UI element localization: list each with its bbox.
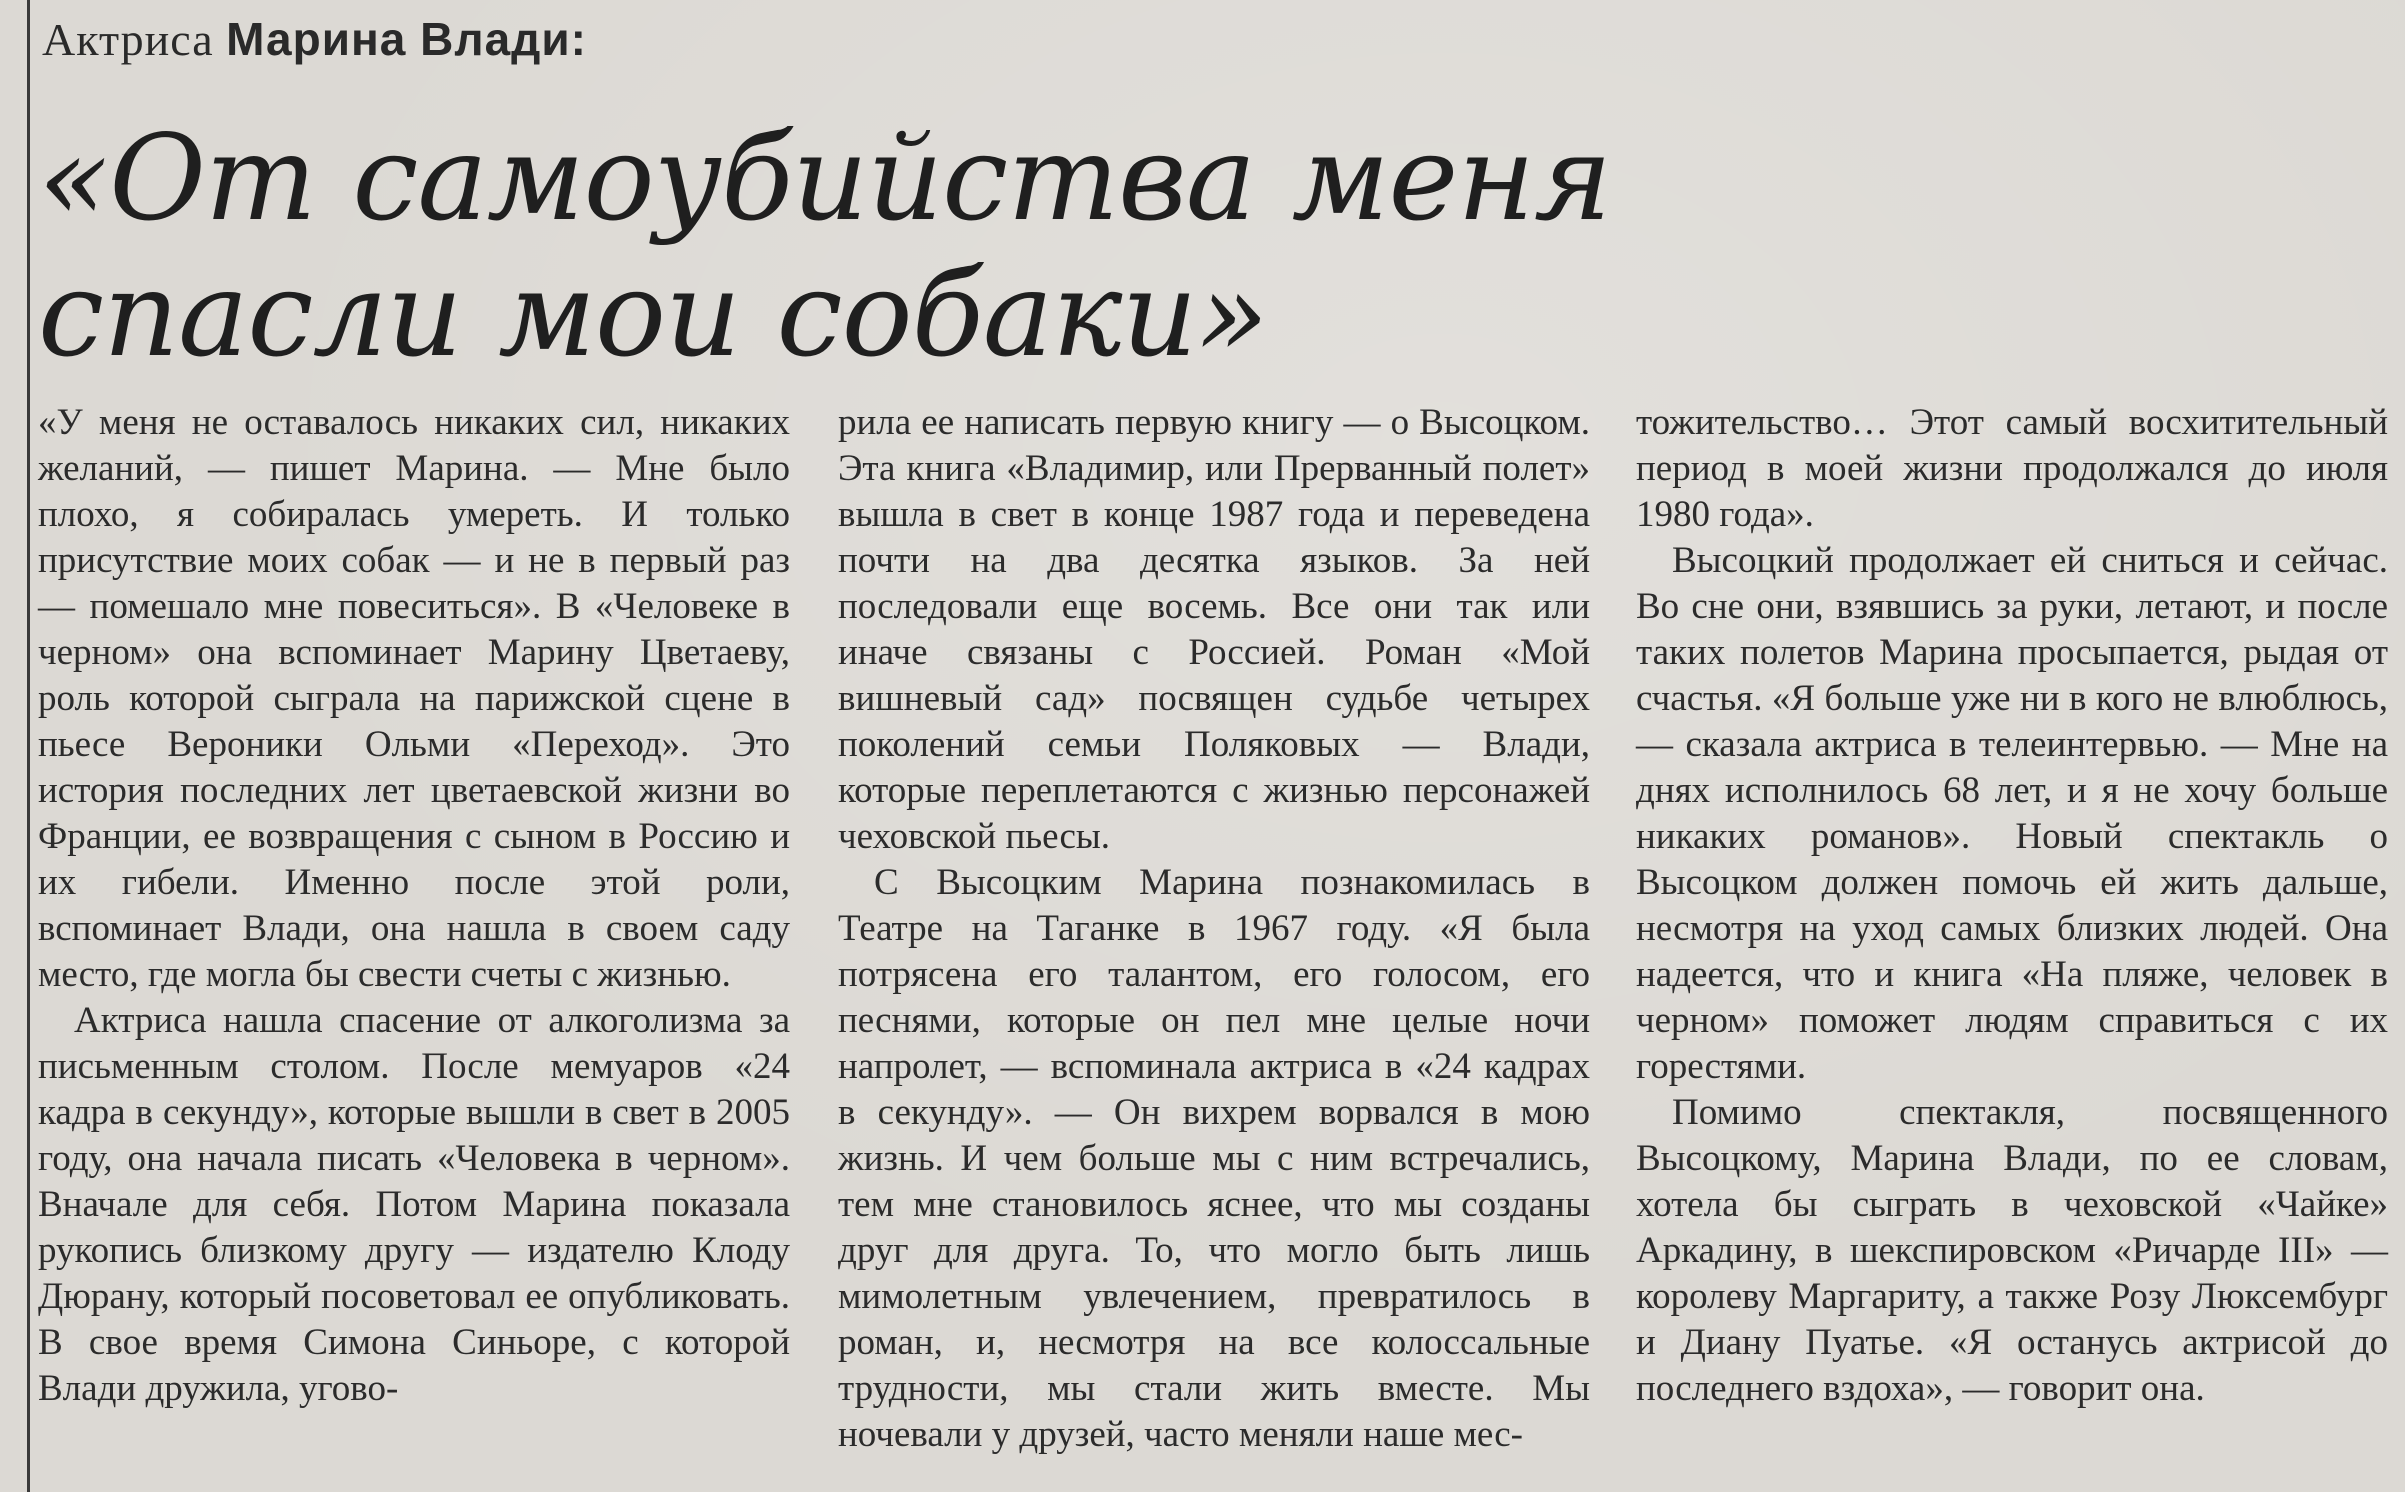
paragraph: Высоцкий продолжает ей сниться и сейчас. Во сне они, взявшись за руки, летают, и после таких полетов Марина просыпается, рыдая от счастья. «Я больше уже ни в кого не влюблюсь, — сказала актриса в телеинтервью. — Мне на днях исполнилось 68 лет, и я не хочу больше никаких романов». Новый спектакль о Высоцком должен помочь ей жить дальше, несмотря на уход самых близких людей. Она надеется, что и книга «На пляже, человек в черном» поможет людям справиться с их горестями. xyxy=(1636,540,2388,1087)
article-column-2 xyxy=(838,400,1590,1458)
headline: «От самоубийства меня спасли мои собаки» xyxy=(38,109,1612,383)
paragraph: Актриса нашла спасение от алкоголизма за письменным столом. После мемуаров «24 кадра в секунду», которые вышли в свет в 2005 году, она начала писать «Человека в черном». Вначале для себя. Потом Марина показала рукопись близкому другу — издателю Клоду Дюрану, который посоветовал ее опубликовать. В свое время Симона Синьоре, с которой Влади дружила, угово- xyxy=(38,1000,790,1409)
paragraph: С Высоцким Марина познакомилась в Театре на Таганке в 1967 году. «Я была потрясена его талантом, его голосом, его песнями, которые он пел мне целые ночи напролет, — вспоминала актриса в «24 кадрах в секунду». — Он вихрем ворвался в мою жизнь. И чем больше мы с ним встречались, тем мне становилось яснее, что мы созданы друг для друга. То, что могло быть лишь мимолетным увлечением, превратилось в роман, и, несмотря на все колоссальные трудности, мы стали жить вместе. Мы ночевали у друзей, часто меняли наше мес- xyxy=(838,862,1590,1455)
paragraph: тожительство… Этот самый восхитительный период в моей жизни продолжался до июля 1980 года». xyxy=(1636,402,2388,535)
kicker xyxy=(42,12,587,66)
paragraph: рила ее написать первую книгу — о Высоцком. Эта книга «Владимир, или Прерванный полет» вышла в свет в конце 1987 года и переведена почти на два десятка языков. За ней последовали еще восемь. Все они так или иначе связаны с Россией. Роман «Мой вишневый сад» посвящен судьбе четырех поколений семьи Поляковых — Влади, которые переплетаются с жизнью персонажей чеховской пьесы. xyxy=(838,402,1590,857)
paragraph: Помимо спектакля, посвященного Высоцкому, Марина Влади, по ее словам, хотела бы сыграть в чеховской «Чайке» Аркадину, в шекспировском «Ричарде III» — королеву Маргариту, а также Розу Люксембург и Диану Пуатье. «Я останусь актрисой до последнего вздоха», — говорит она. xyxy=(1636,1092,2388,1409)
kicker-name: Марина Влади: xyxy=(226,13,587,65)
kicker-prefix: Актриса xyxy=(42,14,227,65)
article-column-1 xyxy=(38,400,790,1412)
column-rule xyxy=(27,0,30,1492)
article-column-3 xyxy=(1636,400,2388,1412)
paragraph: «У меня не оставалось никаких сил, никаких желаний, — пишет Марина. — Мне было плохо, я собиралась умереть. И только присутствие моих собак — и не в первый раз — помешало мне повеситься». В «Человеке в черном» она вспоминает Марину Цветаеву, роль которой сыграла на парижской сцене в пьесе Вероники Ольми «Переход». Это история последних лет цветаевской жизни во Франции, ее возвращения с сыном в Россию и их гибели. Именно после этой роли, вспоминает Влади, она нашла в своем саду место, где могла бы свести счеты с жизнью. xyxy=(38,402,790,995)
